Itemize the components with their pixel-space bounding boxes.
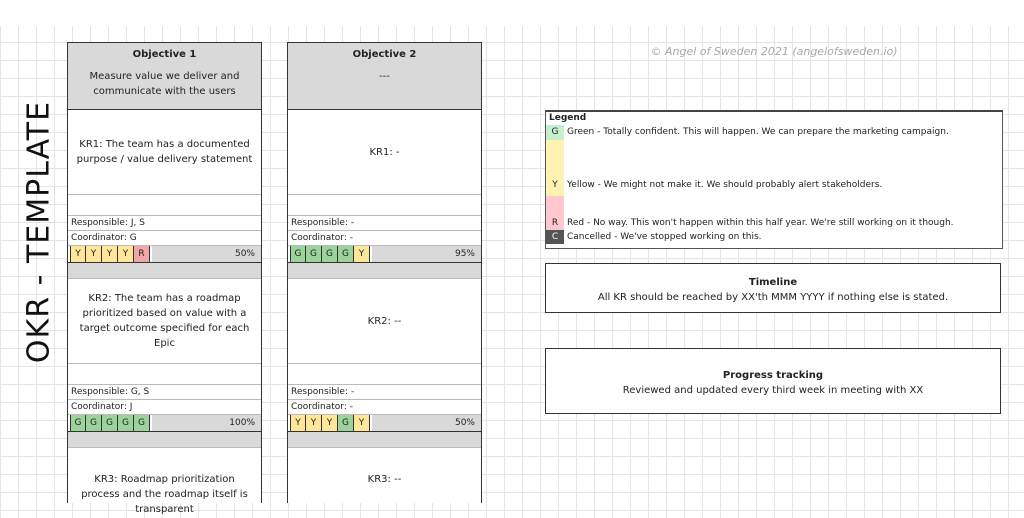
status-cell[interactable]: Y <box>118 246 134 262</box>
status-cell[interactable]: G <box>86 415 102 431</box>
legend-text-cancelled: Cancelled - We've stopped working on this. <box>567 232 762 242</box>
objective-header <box>68 43 261 110</box>
progress-percent[interactable]: 100% <box>152 415 261 431</box>
progress-percent[interactable]: 50% <box>372 415 481 431</box>
key-result-spacer <box>288 195 481 216</box>
legend-row-green <box>546 125 1002 140</box>
responsible-field[interactable]: Responsible: - <box>288 216 481 231</box>
status-cell[interactable]: G <box>306 246 322 262</box>
status-row <box>68 246 261 263</box>
key-result-label: KR1: The team has a documented purpose / value delivery statement <box>76 139 253 165</box>
timeline-title: Timeline <box>748 277 798 288</box>
status-cell[interactable]: Y <box>354 246 370 262</box>
legend-title: Legend <box>549 113 587 123</box>
legend-box <box>545 110 1003 249</box>
key-result-spacer <box>68 195 261 216</box>
progress-tracking-box <box>545 348 1001 414</box>
key-result-text[interactable] <box>288 279 481 364</box>
key-result-text[interactable] <box>68 279 261 364</box>
status-row <box>288 246 481 263</box>
key-result-label: KR2: -- <box>367 315 402 327</box>
status-cell[interactable]: G <box>290 246 306 262</box>
responsible-field[interactable]: Responsible: J, S <box>68 216 261 231</box>
key-result-text[interactable] <box>68 448 261 518</box>
objective-description: Measure value we deliver and communicate with the users <box>89 71 240 97</box>
status-cell[interactable]: Y <box>322 415 338 431</box>
legend-text-yellow: Yellow - We might not make it. We should probably alert stakeholders. <box>567 180 883 190</box>
timeline-box <box>545 263 1001 313</box>
progress-percent[interactable]: 95% <box>372 246 481 262</box>
legend-row-yellow <box>546 140 1002 196</box>
status-cell[interactable]: G <box>338 415 354 431</box>
progress-tracking-title: Progress tracking <box>722 370 824 381</box>
key-result-spacer <box>288 364 481 385</box>
objective-title: Objective 2 <box>352 49 417 60</box>
coordinator-field[interactable]: Coordinator: - <box>288 400 481 415</box>
okr-template-title-text: OKR - TEMPLATE <box>21 100 57 364</box>
sheet-top-strip <box>0 0 1024 26</box>
legend-badge-red: R <box>546 196 564 230</box>
legend-badge-cancelled: C <box>546 230 564 244</box>
legend-badge-green: G <box>546 125 564 140</box>
status-cell[interactable]: Y <box>306 415 322 431</box>
objective-description: --- <box>379 71 390 82</box>
key-result-text[interactable] <box>288 110 481 195</box>
status-cell[interactable]: Y <box>70 246 86 262</box>
status-cell[interactable]: G <box>70 415 86 431</box>
status-cell[interactable]: Y <box>290 415 306 431</box>
status-cell[interactable]: Y <box>102 246 118 262</box>
status-cell[interactable]: G <box>322 246 338 262</box>
legend-badge-yellow: Y <box>546 140 564 196</box>
copyright-text: © Angel of Sweden 2021 (angelofsweden.io) <box>650 45 898 58</box>
key-result-separator <box>68 263 261 279</box>
timeline-text: All KR should be reached by XX'th MMM YYYY if nothing else is stated. <box>597 292 949 303</box>
legend-row-red <box>546 196 1002 230</box>
status-cell[interactable]: G <box>134 415 150 431</box>
status-cell[interactable]: G <box>338 246 354 262</box>
status-cell[interactable]: G <box>102 415 118 431</box>
key-result-label: KR3: -- <box>367 474 402 485</box>
key-result-label: KR2: The team has a roadmap prioritized based on value with a target outcome specified for each Epic <box>79 293 250 349</box>
key-result-text[interactable] <box>288 448 481 518</box>
legend-text-green: Green - Totally confident. This will happen. We can prepare the marketing campaign. <box>567 127 949 137</box>
objective-header <box>288 43 481 110</box>
objective-2-column <box>287 42 482 503</box>
objective-title: Objective 1 <box>132 49 197 60</box>
key-result-separator <box>68 432 261 448</box>
coordinator-field[interactable]: Coordinator: J <box>68 400 261 415</box>
responsible-field[interactable]: Responsible: - <box>288 385 481 400</box>
legend-row-cancelled <box>546 230 1002 244</box>
legend-text-red: Red - No way. This won't happen within this half year. We're still working on it though. <box>567 218 954 228</box>
coordinator-field[interactable]: Coordinator: - <box>288 231 481 246</box>
status-cell[interactable]: R <box>134 246 150 262</box>
status-row <box>288 415 481 432</box>
key-result-text[interactable] <box>68 110 261 195</box>
status-cell[interactable]: Y <box>354 415 370 431</box>
responsible-field[interactable]: Responsible: G, S <box>68 385 261 400</box>
key-result-separator <box>288 432 481 448</box>
key-result-separator <box>288 263 481 279</box>
progress-tracking-text: Reviewed and updated every third week in meeting with XX <box>622 385 924 396</box>
coordinator-field[interactable]: Coordinator: G <box>68 231 261 246</box>
key-result-label: KR1: - <box>369 146 400 158</box>
key-result-label: KR3: Roadmap prioritization process and the roadmap itself is transparent <box>81 474 248 515</box>
status-cell[interactable]: Y <box>86 246 102 262</box>
status-cell[interactable]: G <box>118 415 134 431</box>
progress-percent[interactable]: 50% <box>152 246 261 262</box>
key-result-spacer <box>68 364 261 385</box>
objective-1-column <box>67 42 262 515</box>
status-row <box>68 415 261 432</box>
